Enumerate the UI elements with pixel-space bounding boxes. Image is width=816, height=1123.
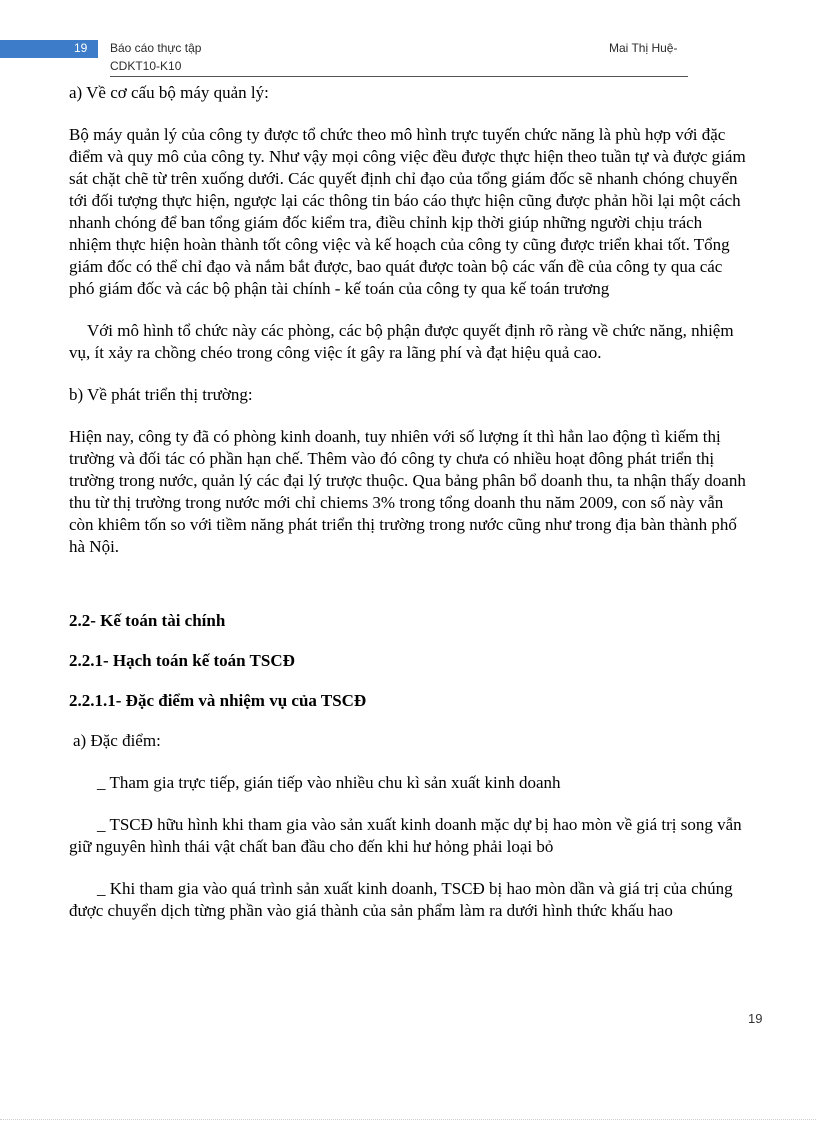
footer-page-number: 19 — [748, 1011, 763, 1026]
paragraph-market-development: Hiện nay, công ty đã có phòng kinh doanh, tuy nhiên với số lượng ít thì hẳn lao động tì kiếm thị trường và đối tác có phần hạn chế. Thêm vào đó công ty chưa có nhiều hoạt đông phát triển thị trường trong nước, quản lý các đại lý trược thuộc. Qua bảng phân bổ doanh thu, ta nhận thấy doanh thu từ thị trường trong nước mới chỉ chiems 3% trong tổng doanh thu năm 2009, con số này vẫn còn khiêm tốn so với tiềm năng phát triển thị trường trong nước cũng như trong địa bàn thành phố hà Nội. — [69, 427, 746, 556]
header-title: Báo cáo thực tập — [110, 41, 202, 55]
page-body — [69, 80, 747, 922]
paragraph-management-structure: Bộ máy quản lý của công ty được tổ chức theo mô hình trực tuyến chức năng là phù hợp với đặc điểm và quy mô của công ty. Như vậy mọi công việc đều được thực hiện theo tuần tự và được giám sát chặt chẽ từ trên xuống dưới. Các quyết định chỉ đạo của tổng giám đốc sẽ nhanh chóng chuyển tới đối tượng thực hiện, ngược lại các thông tin báo cáo thực hiện cũng được phản hồi lại một cách nhanh chóng để ban tổng giám đốc kiểm tra, điều chỉnh kịp thời giúp những người chịu trách nhiệm thực hiện hoàn thành tốt công việc và kế hoạch của công ty cũng được triển khai tốt. Tổng giám đốc có thể chỉ đạo và nắm bắt được, bao quát được toàn bộ các vấn đề của công ty qua các phó giám đốc và các bộ phận tài chính - kế toán của công ty qua kế toán trương — [69, 125, 746, 298]
heading-fixed-asset-accounting: 2.2.1- Hạch toán kế toán TSCĐ — [69, 651, 295, 670]
page-bottom-border — [0, 1119, 816, 1120]
section-heading-market: b) Về phát triển thị trường: — [69, 385, 253, 404]
paragraph-organization-model: Với mô hình tổ chức này các phòng, các bộ phận được quyết định rõ ràng về chức năng, nhiệm vụ, ít xảy ra chồng chéo trong công việc ít gây ra lãng phí và đạt hiệu quả cao. — [69, 321, 734, 362]
heading-fixed-asset-characteristics: 2.2.1.1- Đặc điểm và nhiệm vụ của TSCĐ — [69, 691, 367, 710]
heading-financial-accounting: 2.2- Kế toán tài chính — [69, 611, 226, 630]
header-page-number: 19 — [74, 41, 88, 55]
bullet-item: _ Khi tham gia vào quá trình sản xuất kinh doanh, TSCĐ bị hao mòn dần và giá trị của chúng được chuyển dịch từng phần vào giá thành của sản phẩm làm ra dưới hình thức khấu hao — [69, 879, 733, 920]
header-author-class: CDKT10-K10 — [110, 59, 182, 73]
header-author: Mai Thị Huệ- — [609, 41, 678, 55]
subheading-characteristics: a) Đặc điểm: — [73, 731, 161, 750]
section-heading-management: a) Về cơ cấu bộ máy quản lý: — [69, 83, 269, 102]
bullet-item: _ TSCĐ hữu hình khi tham gia vào sản xuất kinh doanh mặc dự bị hao mòn về giá trị song vẫn giữ nguyên hình thái vật chất ban đầu cho đến khi hư hỏng phải loại bỏ — [69, 815, 742, 856]
header-rule — [110, 76, 688, 77]
bullet-item: _ Tham gia trực tiếp, gián tiếp vào nhiều chu kì sản xuất kinh doanh — [97, 773, 561, 792]
